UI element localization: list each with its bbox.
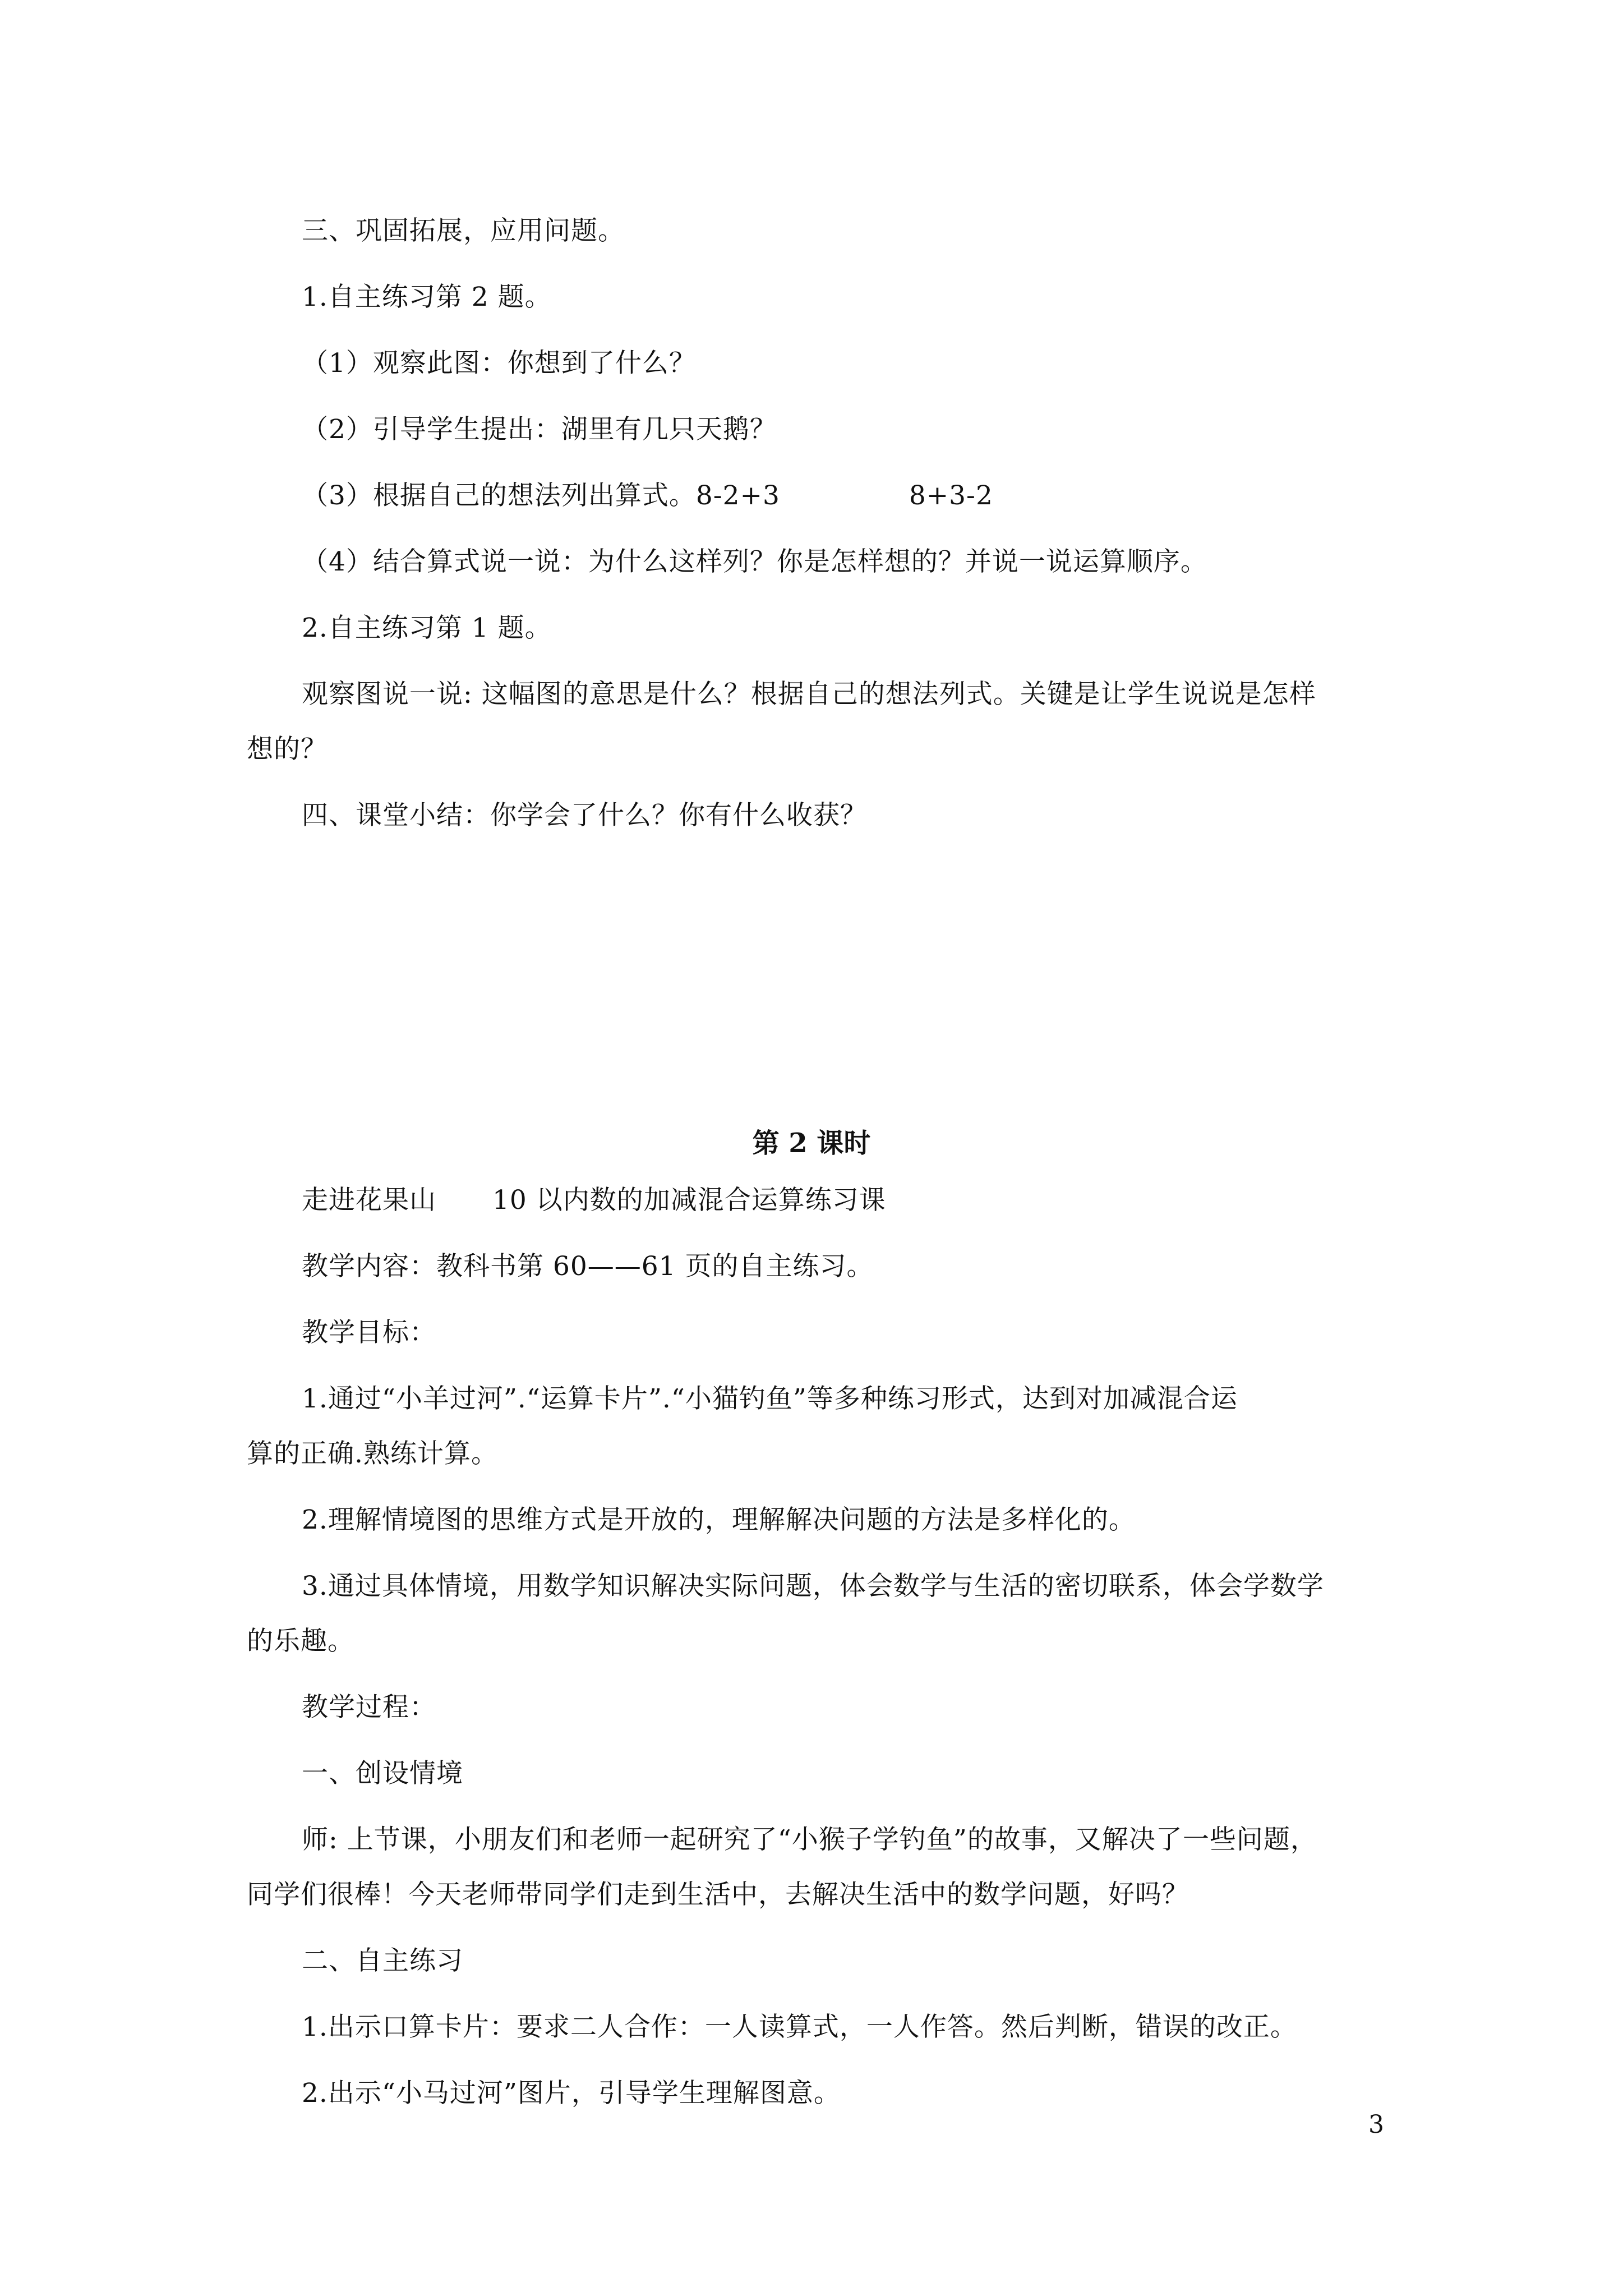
goal-1-line-2: 算的正确.熟练计算。	[247, 1438, 498, 1469]
observe-paragraph-line-1: 观察图说一说: 这幅图的意思是什么？根据自己的想法列式。关键是让学生说说是怎样	[302, 679, 1316, 710]
class-summary: 四、课堂小结：你学会了什么？你有什么收获？	[302, 800, 867, 831]
observe-paragraph-line-2: 想的？	[247, 734, 328, 765]
practice-item-2: 2.出示“小马过河”图片，引导学生理解图意。	[302, 2078, 841, 2109]
lesson-subtitle	[302, 1184, 886, 1217]
exercise-subitem-4: （4）结合算式说一说：为什么这样列？你是怎样想的？并说一说运算顺序。	[302, 546, 1207, 577]
section-heading-consolidate: 三、巩固拓展，应用问题。	[302, 215, 625, 246]
exercise-item-1: 1.自主练习第 2 题。	[302, 282, 552, 312]
teacher-paragraph-line-2: 同学们很棒！今天老师带同学们走到生活中，去解决生活中的数学问题，好吗？	[247, 1879, 1189, 1910]
lesson-subtitle-topic: 10 以内数的加减混合运算练习课	[492, 1185, 886, 1216]
exercise-subitem-2: （2）引导学生提出：湖里有几只天鹅？	[302, 414, 777, 445]
exercise-subitem-3-text: （3）根据自己的想法列出算式。8-2+3	[302, 480, 780, 511]
lesson-subtitle-theme: 走进花果山	[302, 1185, 436, 1216]
goal-3-line-1: 3.通过具体情境，用数学知识解决实际问题，体会数学与生活的密切联系，体会学数学	[302, 1571, 1324, 1602]
step-2-heading: 二、自主练习	[302, 1945, 463, 1976]
teaching-content: 教学内容：教科书第 60——61 页的自主练习。	[302, 1251, 874, 1282]
exercise-subitem-3-expression: 8+3-2	[909, 480, 993, 511]
lesson-title: 第 2 课时	[752, 1128, 871, 1159]
practice-item-1: 1.出示口算卡片：要求二人合作：一人读算式，一人作答。然后判断，错误的改正。	[302, 2012, 1297, 2042]
teaching-goals-label: 教学目标：	[302, 1317, 436, 1348]
exercise-subitem-3	[302, 479, 993, 513]
goal-2: 2.理解情境图的思维方式是开放的，理解解决问题的方法是多样化的。	[302, 1504, 1136, 1535]
exercise-subitem-1: （1）观察此图：你想到了什么？	[302, 348, 696, 379]
goal-1-line-1: 1.通过“小羊过河”.“运算卡片”.“小猫钓鱼”等多种练习形式，达到对加减混合运	[302, 1383, 1238, 1414]
goal-3-line-2: 的乐趣。	[247, 1626, 354, 1657]
teacher-paragraph-line-1: 师: 上节课，小朋友们和老师一起研究了“小猴子学钓鱼”的故事，又解决了一些问题，	[302, 1824, 1317, 1855]
page-number: 3	[1368, 2110, 1384, 2139]
step-1-heading: 一、创设情境	[302, 1758, 463, 1789]
teaching-process-label: 教学过程：	[302, 1692, 436, 1723]
exercise-item-2: 2.自主练习第 1 题。	[302, 613, 552, 643]
